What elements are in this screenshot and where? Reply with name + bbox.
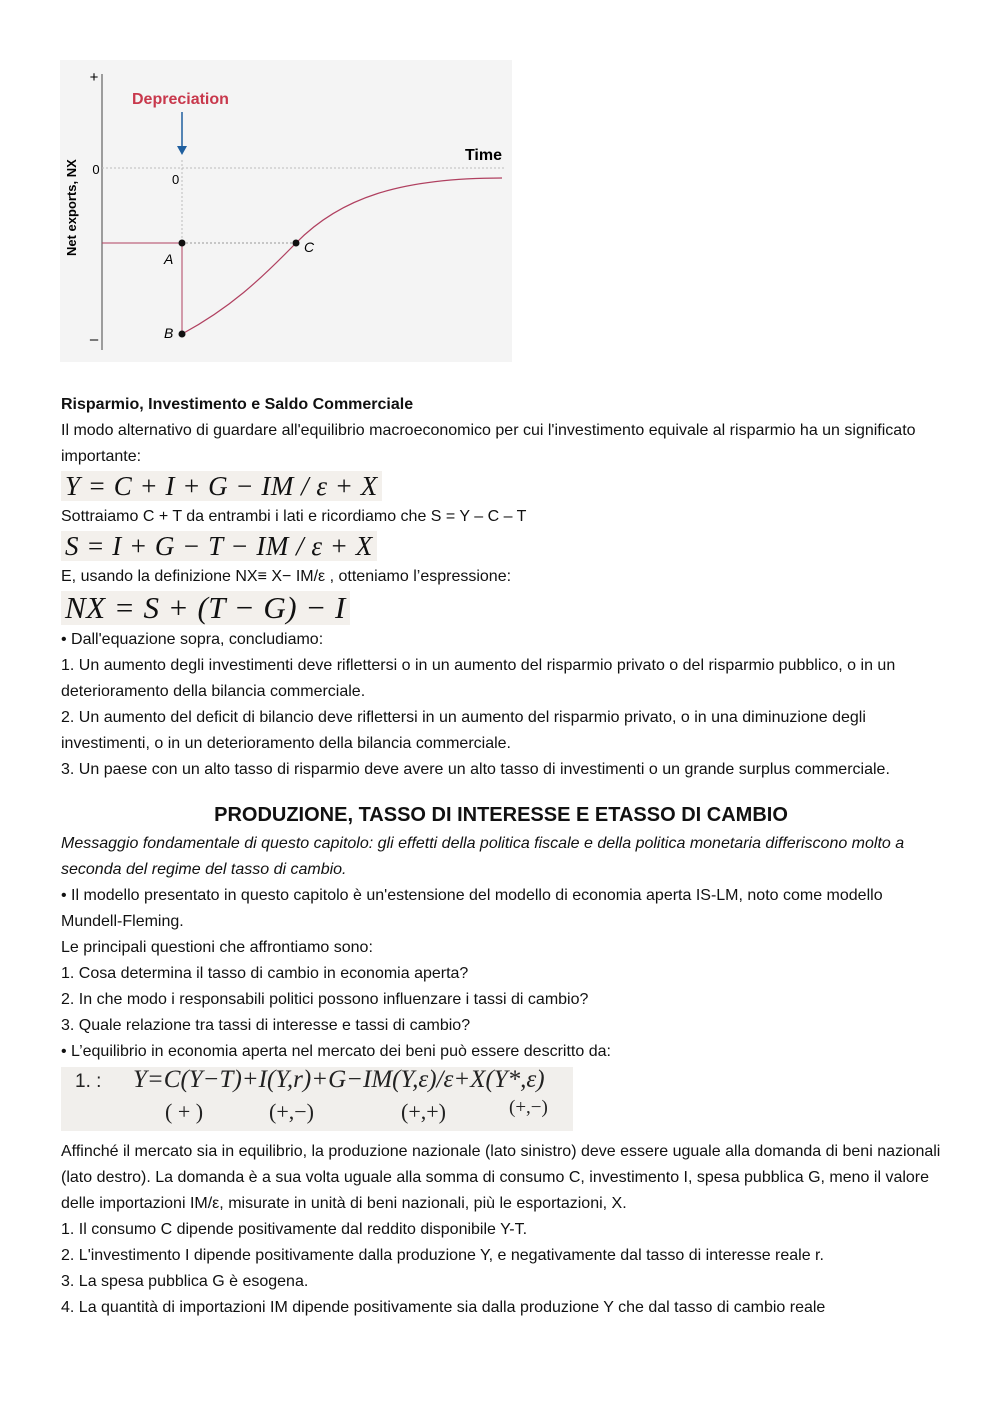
point-a-label: A bbox=[164, 251, 174, 267]
plus-sign: + bbox=[89, 69, 99, 86]
section1-conclude: • Dall'equazione sopra, concludiamo: bbox=[61, 631, 324, 648]
equation-3: NX = S + (T − G) − I bbox=[61, 591, 350, 625]
point-a-marker bbox=[179, 240, 186, 247]
point-b-marker bbox=[179, 331, 186, 338]
section2-model: • Il modello presentato in questo capitolo è un'estensione del modello di economia aperta IS-LM, noto come modello Mundell-Fleming. bbox=[61, 887, 883, 930]
j-curve-svg bbox=[60, 60, 512, 362]
section1-point-3: 3. Un paese con un alto tasso di risparmio deve avere un alto tasso di investimenti o un grande surplus commerciale. bbox=[61, 761, 890, 778]
point-c-marker bbox=[293, 240, 300, 247]
section2-message: Messaggio fondamentale di questo capitolo: gli effetti della politica fiscale e della politica monetaria differiscono molto a seconda del regime del tasso di cambio. bbox=[61, 835, 905, 878]
section2-equilibrium-intro: • L’equilibrio in economia aperta nel mercato dei beni può essere descritto da: bbox=[61, 1043, 611, 1060]
point-c-label: C bbox=[304, 239, 315, 255]
zero-axis-label: 0 bbox=[92, 162, 100, 177]
goods-market-equation bbox=[61, 1067, 573, 1131]
section2-list-1: 1. Il consumo C dipende positivamente dal reddito disponibile Y-T. bbox=[61, 1221, 528, 1238]
arrow-head-icon bbox=[177, 146, 187, 155]
section2-title: PRODUZIONE, TASSO DI INTERESSE E ETASSO DI CAMBIO bbox=[214, 804, 788, 826]
section2-list-4: 4. La quantità di importazioni IM dipende positivamente sia dalla produzione Y che dal tasso di cambio reale bbox=[61, 1299, 826, 1316]
section1-point-1: 1. Un aumento degli investimenti deve riflettersi o in un aumento del risparmio privato o del risparmio pubblico, o in un deterioramento della bilancia commerciale. bbox=[61, 657, 896, 700]
minus-sign: – bbox=[89, 331, 99, 348]
section2-list-3: 3. La spesa pubblica G è esogena. bbox=[61, 1273, 309, 1290]
point-b-label: B bbox=[164, 325, 174, 341]
section1-title: Risparmio, Investimento e Saldo Commerciale bbox=[61, 396, 414, 413]
sign-imports: (+,+) bbox=[401, 1099, 446, 1124]
equation-2: S = I + G − T − IM / ε + X bbox=[61, 531, 377, 561]
depreciation-label: Depreciation bbox=[132, 91, 229, 108]
goods-market-equation-main: Y=C(Y−T)+I(Y,r)+G−IM(Y,ε)/ε+X(Y*,ε) bbox=[133, 1066, 545, 1093]
document-body bbox=[61, 392, 941, 1321]
y-axis-label: Net exports, NX bbox=[64, 159, 79, 256]
sign-consumption: ( + ) bbox=[165, 1099, 204, 1124]
j-curve-figure bbox=[60, 60, 512, 362]
j-curve-line bbox=[182, 178, 502, 334]
section1-text3: E, usando la definizione NX≡ X− IM/ε , otteniamo l’espressione: bbox=[61, 568, 512, 585]
equation-number: 1. : bbox=[75, 1071, 102, 1092]
section2-question-3: 3. Quale relazione tra tassi di interesse e tassi di cambio? bbox=[61, 1017, 471, 1034]
section2-list-2: 2. L'investimento I dipende positivamente dalla produzione Y, e negativamente dal tasso di interesse reale r. bbox=[61, 1247, 824, 1264]
sign-exports: (+,−) bbox=[509, 1097, 548, 1118]
section1-text2: Sottraiamo C + T da entrambi i lati e ricordiamo che S = Y – C – T bbox=[61, 508, 527, 525]
section2-question-2: 2. In che modo i responsabili politici possono influenzare i tassi di cambio? bbox=[61, 991, 589, 1008]
section2-questions-intro: Le principali questioni che affrontiamo sono: bbox=[61, 939, 373, 956]
section1-point-2: 2. Un aumento del deficit di bilancio deve riflettersi in un aumento del risparmio privato, o in una diminuzione degli investimenti, o in un deterioramento della bilancia commerciale. bbox=[61, 709, 866, 752]
sign-investment: (+,−) bbox=[269, 1099, 314, 1124]
section2-question-1: 1. Cosa determina il tasso di cambio in economia aperta? bbox=[61, 965, 469, 982]
section1-intro: Il modo alternativo di guardare all'equilibrio macroeconomico per cui l'investimento equivale al risparmio ha un significato importante: bbox=[61, 422, 916, 465]
time-label: Time bbox=[464, 147, 502, 164]
section2-explanation: Affinché il mercato sia in equilibrio, la produzione nazionale (lato sinistro) deve essere uguale alla domanda di beni nazionali (lato destro). La domanda è a sua volta uguale alla somma di consumo C, investimento I, spesa pubblica G, meno il valore delle importazioni IM/ε, misurate in unità di beni nazionali, più le esportazioni, X. bbox=[61, 1143, 941, 1212]
equation-1: Y = C + I + G − IM / ε + X bbox=[61, 471, 382, 501]
zero-time-label: 0 bbox=[172, 172, 180, 187]
